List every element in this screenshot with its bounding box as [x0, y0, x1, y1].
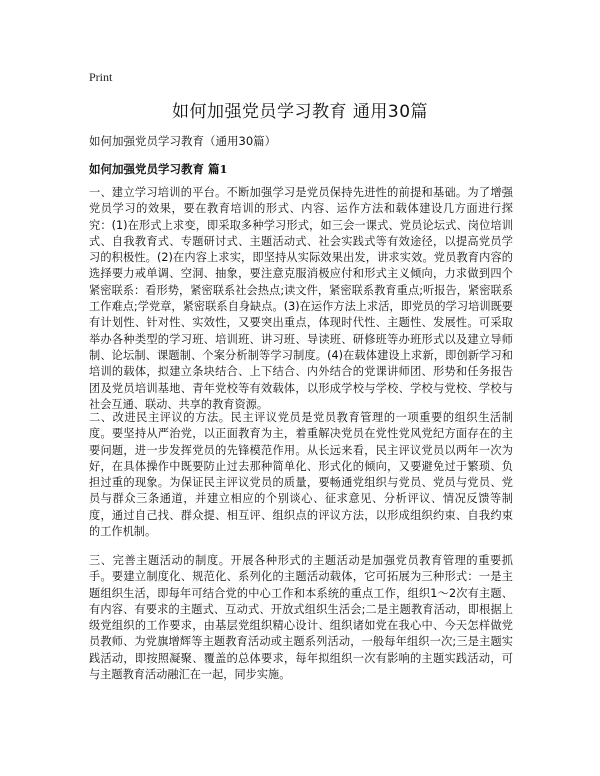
document-subtitle: 如何加强党员学习教育（通用30篇） — [89, 134, 277, 148]
body-paragraph-2: 二、改进民主评议的方法。民主评议党员是党员教育管理的一项重要的组织生活制度。要坚持从严治党，以正面教育为主，着重解决党员在党性党风党纪方面存在的主要问题，进一步发挥党员的先锋模范作用。从长远来看，民主评议党员以两年一次为好，在具体操作中既要防止过去那种简单化、形式化的倾向，又要避免过于繁琐、负担过重的现象。为保证民主评议党员的质量，要畅通党组织与党员、党员与党员、党员与群众三条通道，并建立相应的个别谈心、征求意见、分析评议、情况反馈等制度，通过自己找、群众提、相互评、组织点的评议方法，以形成组织约束、自我约束的工作机制。 — [89, 411, 513, 539]
body-paragraph-1: 一、建立学习培训的平台。不断加强学习是党员保持先进性的前提和基础。为了增强党员学习的效果，要在教育培训的形式、内容、运作方法和载体建设几方面进行探究：(1)在形式上求变，即采取多种学习形式，如三会一课式、党员论坛式、岗位培训式、自我教育式、专题研讨式、主题活动式、社会实践式等有效途径，以提高党员学习的积极性。(2)在内容上求实，即坚持从实际效果出发，讲求实效。党员教育内容的选择要力戒单调、空洞、抽象，要注意克服消极应付和形式主义倾向，力求做到四个紧密联系：看形势，紧密联系社会热点;读文件，紧密联系教育重点;听报告，紧密联系工作难点;学党章，紧密联系自身缺点。(3)在运作方法上求活，即党员的学习培训既要有计划性、针对性、实效性，又要突出重点，体现时代性、主题性、发展性。可采取举办各种类型的学习班、培训班、讲习班、导读班、研修班等办班形式以及建立导师制、论坛制、课题制、个案分析制等学习制度。(4)在载体建设上求新，即创新学习和培训的载体，拟建立条块结合、上下结合、内外结合的党课讲师团、形势和任务报告团及党员培训基地、青年党校等有效载体，以形成学校与学校、学校与党校、学校与社会互通、联动、共享的教育资源。 — [89, 186, 513, 411]
print-link[interactable]: Print — [89, 70, 113, 84]
section-heading: 如何加强党员学习教育 篇1 — [89, 162, 228, 176]
body-paragraph-3: 三、完善主题活动的制度。开展各种形式的主题活动是加强党员教育管理的重要抓手。要建立制度化、规范化、系列化的主题活动载体，它可拓展为三种形式：一是主题组织生活，即每年可结合党的中心工作和本系统的重点工作，组织1～2次有主题、有内容、有要求的主题式、互动式、开放式组织生活会;二是主题教育活动，即根据上级党组织的工作要求，由基层党组织精心设计、组织诸如党在我心中、今天怎样做党员教师、为党旗增辉等主题教育活动或主题系列活动，一般每年组织一次;三是主题实践活动，即按照凝聚、覆盖的总体要求，每年拟组织一次有影响的主题实践活动，可与主题教育活动融汇在一起，同步实施。 — [89, 554, 513, 682]
document-title: 如何加强党员学习教育 通用30篇 — [171, 102, 429, 122]
